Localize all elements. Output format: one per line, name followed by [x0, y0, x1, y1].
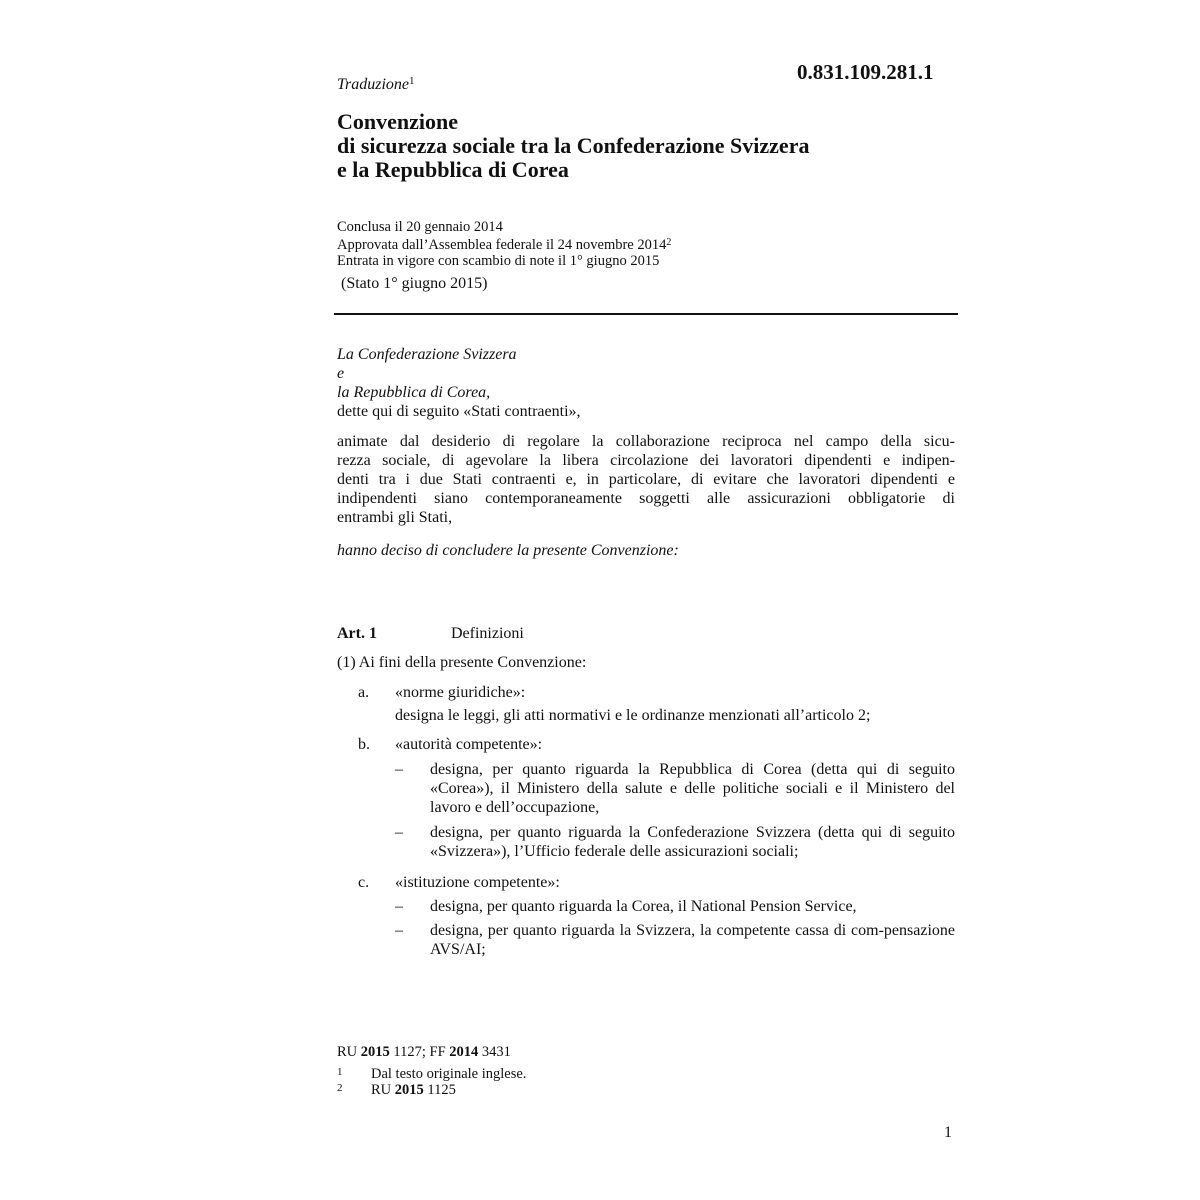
item-letter: c.: [358, 874, 370, 891]
item-letter: b.: [358, 736, 370, 753]
preamble-line: indipendenti siano contemporaneamente soggetti alle assicurazioni obbligatorie di: [337, 490, 955, 507]
title-line-1: Convenzione: [337, 109, 458, 134]
item-term: «autorità competente»:: [395, 736, 543, 753]
parties-hereafter: dette qui di seguito «Stati contraenti»,: [337, 403, 581, 420]
preamble-line: denti tra i due Stati contraenti e, in particolare, di evitare che lavoratori dipendenti e: [337, 471, 955, 488]
ff-page: 3431: [481, 1044, 511, 1060]
item-term: «istituzione competente»:: [395, 874, 560, 891]
decision-statement: hanno deciso di concludere la presente Convenzione:: [337, 542, 679, 559]
item-term: «norme giuridiche»:: [395, 684, 526, 701]
translation-text: Traduzione: [337, 76, 410, 93]
item-letter: a.: [358, 684, 370, 701]
footnote-2: [337, 1080, 456, 1098]
fn2-prefix: RU: [371, 1082, 392, 1098]
party-korea: la Repubblica di Corea,: [337, 384, 491, 401]
definition-item-c: [358, 873, 560, 892]
approved-date: [337, 235, 957, 253]
preamble-line: entrambi gli Stati,: [337, 509, 453, 526]
parties-block: [337, 345, 955, 421]
sr-number: 0.831.109.281.1: [797, 60, 934, 84]
ru-year: 2015: [360, 1044, 390, 1060]
definition-text-b2: designa, per quanto riguarda la Confederazione Svizzera (detta qui di seguito «Svizzera»), l’Ufficio federale delle assicurazioni sociali;: [430, 824, 955, 860]
preamble-paragraph: [337, 432, 955, 527]
dash-marker: –: [395, 922, 403, 939]
translation-label: [337, 75, 415, 94]
title-line-2: di sicurezza sociale tra la Confederazione Svizzera: [337, 133, 810, 158]
definition-text-a: designa le leggi, gli atti normativi e le ordinanze menzionati all’articolo 2;: [395, 707, 871, 724]
article-heading: [337, 625, 524, 643]
footnote-ref-1[interactable]: 1: [409, 75, 415, 87]
ru-prefix: RU: [337, 1044, 358, 1060]
party-switzerland: La Confederazione Svizzera: [337, 346, 517, 363]
entry-into-force: Entrata in vigore con scambio di note il 1° giugno 2015: [337, 253, 660, 269]
dash-marker: –: [395, 898, 403, 915]
fn2-year: 2015: [394, 1082, 424, 1098]
footnote-text: Dal testo originale inglese.: [371, 1066, 527, 1082]
official-reference: [337, 1044, 511, 1060]
preamble-line: animate dal desiderio di regolare la collaborazione reciproca nel campo della sicu-: [337, 433, 955, 450]
ff-year: 2014: [449, 1044, 479, 1060]
approved-text: Approvata dall’Assemblea federale il 24 novembre 2014: [337, 237, 667, 253]
definition-text-c2: designa, per quanto riguarda la Svizzera, la competente cassa di com-pensazione AVS/AI;: [430, 922, 955, 958]
party-conjunction: e: [337, 365, 345, 382]
footnote-mark: 2: [337, 1082, 343, 1094]
definition-item-a: [358, 683, 525, 702]
article-paragraph-1: (1) Ai fini della presente Convenzione:: [337, 654, 587, 671]
document-title: [337, 110, 957, 182]
page-number: 1: [944, 1124, 952, 1141]
article-title: Definizioni: [451, 625, 524, 642]
ru-page: 1127; FF: [393, 1044, 446, 1060]
title-line-3: e la Repubblica di Corea: [337, 157, 569, 182]
fn2-page: 1125: [427, 1082, 456, 1098]
document-meta: [337, 219, 957, 269]
status-date: (Stato 1° giugno 2015): [341, 275, 488, 292]
footnote-ref-2[interactable]: 2: [666, 237, 672, 248]
footnote-mark: 1: [337, 1066, 343, 1078]
preamble-line: rezza sociale, di agevolare la libera circolazione dei lavoratori dipendenti e indipen-: [337, 452, 955, 469]
article-number: Art. 1: [337, 625, 377, 642]
definition-item-b: [358, 735, 542, 754]
header-divider: [334, 313, 958, 315]
definition-text-c1: designa, per quanto riguarda la Corea, il National Pension Service,: [430, 898, 857, 915]
dash-marker: –: [395, 761, 403, 778]
definition-text-b1: designa, per quanto riguarda la Repubblica di Corea (detta qui di seguito «Corea»), il Ministero della salute e delle politiche sociali e il Ministero del lavoro e dell’occupazione,: [430, 761, 955, 816]
dash-marker: –: [395, 824, 403, 841]
concluded-date: Conclusa il 20 gennaio 2014: [337, 219, 503, 235]
